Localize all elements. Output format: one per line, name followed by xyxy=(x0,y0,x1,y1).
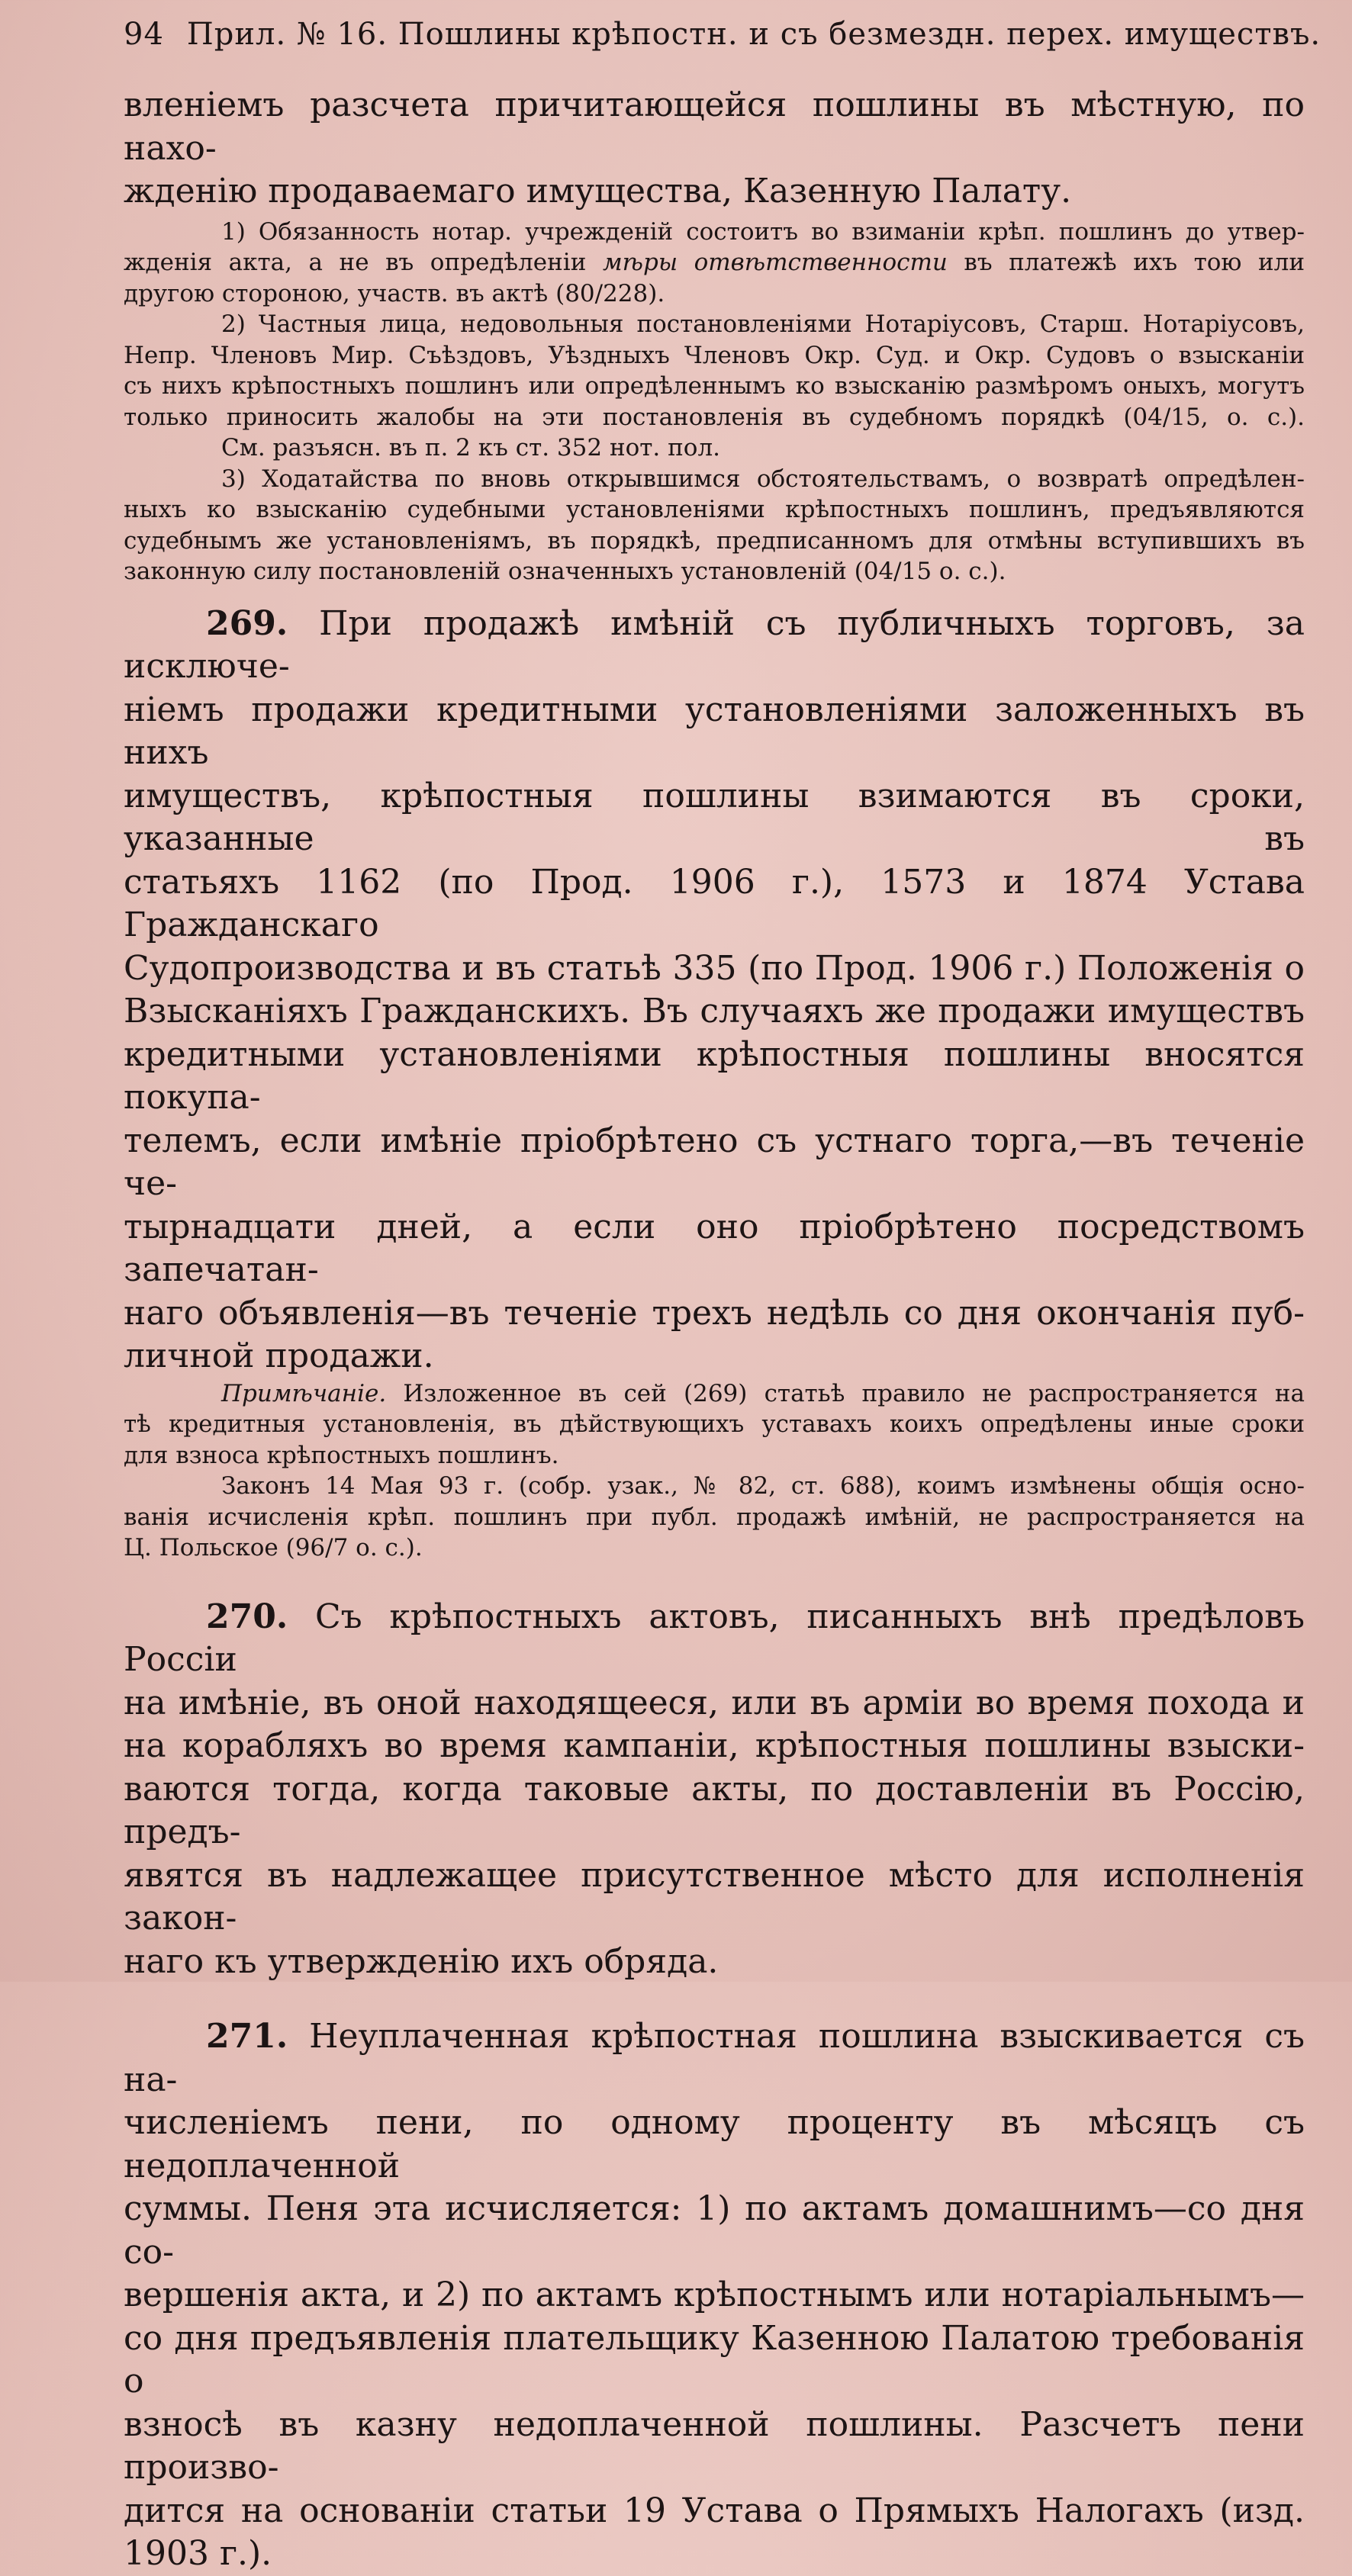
footnote-line: ныхъ ко взысканію судебными установленіями крѣпостныхъ пошлинъ, предъявляются xyxy=(124,496,1305,523)
text-line: явятся въ надлежащее присутственное мѣсто для исполненія закон- xyxy=(124,1855,1305,1938)
footnote-line: 1) Обязанность нотар. учрежденій состоитъ во взиманіи крѣп. пошлинъ до утвер- xyxy=(221,217,1305,246)
note-line: тѣ кредитныя установленія, въ дѣйствующихъ уставахъ коихъ опредѣлены иные сроки xyxy=(124,1410,1305,1438)
footnote-line: судебнымъ же установленіямъ, въ порядкѣ, предписанномъ для отмѣны вступившихъ въ xyxy=(124,526,1305,555)
text-line: 1903 г.). xyxy=(124,2534,272,2573)
text-line: Судопроизводства и въ статьѣ 335 (по Прод. 1906 г.) Положенія о xyxy=(124,948,1305,988)
text-line: со дня предъявленія плательщику Казенною Палатою требованія о xyxy=(124,2318,1305,2401)
note-line: Ц. Польское (96/7 о. с.). xyxy=(124,1534,423,1561)
article-text: Съ крѣпостныхъ актовъ, писанныхъ внѣ предѣловъ Россіи xyxy=(124,1597,1305,1679)
text-line xyxy=(124,2015,1305,2102)
text-line: телемъ, если имѣніе пріобрѣтено съ устнаго торга,—въ теченіе че- xyxy=(124,1121,1305,1203)
continuation-paragraph xyxy=(124,84,1305,214)
footnote-line: съ нихъ крѣпостныхъ пошлинъ или опредѣленнымъ ко взысканію размѣромъ оныхъ, могутъ xyxy=(124,372,1305,400)
text-line: ваются тогда, когда таковые акты, по доставленіи въ Россію, предъ- xyxy=(124,1769,1305,1851)
text-line: на имѣніе, въ оной находящееся, или въ арміи во время похода и xyxy=(124,1683,1305,1722)
footnote-line: другою стороною, участв. въ актѣ (80/228). xyxy=(124,279,665,307)
text-line: тырнадцати дней, а если оно пріобрѣтено посредствомъ запечатан- xyxy=(124,1207,1305,1289)
text-line: суммы. Пеня эта исчисляется: 1) по актамъ домашнимъ—со дня со- xyxy=(124,2189,1305,2272)
footnote-line: только приносить жалобы на эти постановленія въ судебномъ порядкѣ (04/15, о. с.). xyxy=(124,403,1305,431)
footnote-line xyxy=(124,247,1305,278)
note-line: ванія исчисленія крѣп. пошлинъ при публ. продажѣ имѣній, не распространяется на xyxy=(124,1503,1305,1531)
text-line: вершенія акта, и 2) по актамъ крѣпостнымъ или нотаріальнымъ— xyxy=(124,2275,1305,2314)
text-line: статьяхъ 1162 (по Прод. 1906 г.), 1573 и 1874 Устава Гражданскаго xyxy=(124,862,1305,944)
header-title: Прил. № 16. Пошлины крѣпостн. и съ безмездн. перех. имуществъ. xyxy=(186,17,1321,52)
text-line: Взысканіяхъ Гражданскихъ. Въ случаяхъ же продажи имуществъ xyxy=(124,992,1305,1031)
text-line: имуществъ, крѣпостныя пошлины взимаются въ сроки, указанные въ xyxy=(124,776,1305,858)
article-number: 269. xyxy=(206,603,288,643)
text-line: личной продажи. xyxy=(124,1336,434,1375)
article-269 xyxy=(124,603,1305,1564)
text-line: наго къ утвержденію ихъ обряда. xyxy=(124,1941,719,1981)
footnote-line: См. разъясн. въ п. 2 къ ст. 352 нот. пол. xyxy=(221,434,721,461)
text-line: жденію продаваемаго имущества, Казенную Палату. xyxy=(124,172,1072,211)
footnote-line: Непр. Членовъ Мир. Съѣздовъ, Уѣздныхъ Членовъ Окр. Суд. и Окр. Судовъ о взысканіи xyxy=(124,341,1305,369)
text-line xyxy=(124,1596,1305,1682)
note-text: Изложенное въ сей (269) статьѣ правило не распространяется на xyxy=(386,1379,1305,1407)
text-line xyxy=(124,603,1305,689)
article-number: 270. xyxy=(206,1597,288,1636)
footnote-line: 3) Ходатайства по вновь открывшимся обстоятельствамъ, о возвратѣ опредѣлен- xyxy=(221,465,1305,493)
article-text: Неуплаченная крѣпостная пошлина взыскивается съ на- xyxy=(124,2017,1305,2099)
footnote-text: жденія акта, а не въ опредѣленіи xyxy=(124,249,603,276)
note-line: для взноса крѣпостныхъ пошлинъ. xyxy=(124,1441,559,1469)
footnote-line: законную силу постановленій означенныхъ установленій (04/15 о. с.). xyxy=(124,558,1006,585)
note-art-269 xyxy=(124,1378,1305,1564)
footnote-emphasis: мѣры отвѣтственности xyxy=(602,249,948,276)
text-line: кредитными установленіями крѣпостныя пошлины вносятся покупа- xyxy=(124,1034,1305,1117)
text-line: численіемъ пени, по одному проценту въ мѣсяцъ съ недоплаченной xyxy=(124,2103,1305,2185)
article-number: 271. xyxy=(206,2017,288,2056)
article-270 xyxy=(124,1596,1305,1984)
text-line: дится на основаніи статьи 19 Устава о Прямыхъ Налогахъ (изд. xyxy=(124,2491,1305,2530)
running-header xyxy=(124,17,1321,52)
page-number: 94 xyxy=(124,17,164,52)
article-271 xyxy=(124,2015,1305,2576)
text-line: вленіемъ разсчета причитающейся пошлины въ мѣстную, по нахо- xyxy=(124,85,1305,168)
footnote-text: въ платежѣ ихъ тою или xyxy=(947,249,1305,276)
article-text: При продажѣ имѣній съ публичныхъ торговъ, за исключе- xyxy=(124,603,1305,686)
footnote-line: 2) Частныя лица, недовольныя постановленіями Нотаріусовъ, Старш. Нотаріусовъ, xyxy=(221,310,1305,338)
note-line xyxy=(124,1378,1305,1410)
footnotes-art-268 xyxy=(124,217,1305,587)
note-line: Законъ 14 Мая 93 г. (собр. узак., № 82, ст. 688), коимъ измѣнены общія осно- xyxy=(221,1472,1305,1500)
text-line: ніемъ продажи кредитными установленіями заложенныхъ въ нихъ xyxy=(124,690,1305,772)
text-line: взносѣ въ казну недоплаченной пошлины. Разсчетъ пени произво- xyxy=(124,2404,1305,2487)
note-label: Примѣчаніе. xyxy=(221,1379,387,1407)
text-line: наго объявленія—въ теченіе трехъ недѣль со дня окончанія пуб- xyxy=(124,1293,1305,1333)
text-line: на корабляхъ во время кампаніи, крѣпостныя пошлины взыски- xyxy=(124,1726,1305,1765)
